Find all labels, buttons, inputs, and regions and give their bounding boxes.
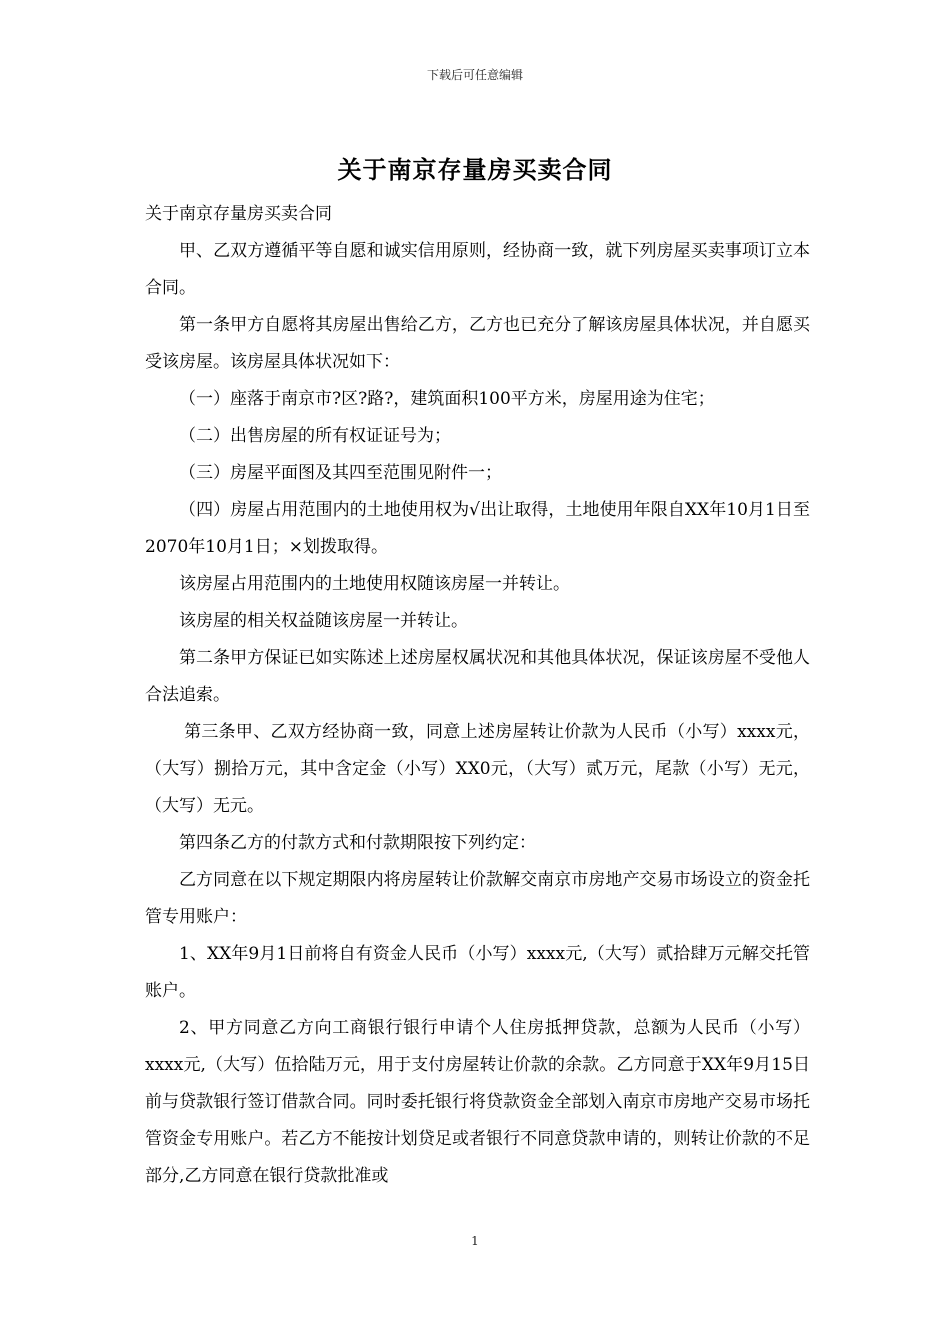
paragraph-land-transfer: 该房屋占用范围内的土地使用权随该房屋一并转让。 — [179, 574, 570, 594]
paragraph-article-4: 第四条乙方的付款方式和付款期限按下列约定： — [179, 833, 536, 853]
paragraph-article-1: 第一条甲方自愿将其房屋出售给乙方，乙方也已充分了解该房屋具体状况，并自愿买受该房屋。该房屋具体状况如下： — [145, 315, 810, 372]
document-body — [145, 196, 810, 1195]
paragraph-payment-2: 2、甲方同意乙方向工商银行银行申请个人住房抵押贷款，总额为人民币（小写）xxxx元,（大写）伍拾陆万元，用于支付房屋转让价款的余款。乙方同意于XX年9月15日前与贷款银行签订借款合同。同时委托银行将贷款资金全部划入南京市房地产交易市场托管资金专用账户。若乙方不能按计划贷足或者银行不同意贷款申请的，则转让价款的不足部分,乙方同意在银行贷款批准或 — [145, 1018, 810, 1186]
page-header-note: 下载后可任意编辑 — [426, 68, 523, 82]
paragraph-item-3: （三）房屋平面图及其四至范围见附件一； — [179, 463, 502, 483]
document-title: 关于南京存量房买卖合同 — [337, 155, 613, 184]
paragraph-item-4: （四）房屋占用范围内的土地使用权为√出让取得，土地使用年限自XX年10月1日至2070年10月1日；×划拨取得。 — [145, 500, 810, 557]
paragraph-article-2: 第二条甲方保证已如实陈述上述房屋权属状况和其他具体状况，保证该房屋不受他人合法追索。 — [145, 648, 810, 705]
paragraph-subtitle: 关于南京存量房买卖合同 — [145, 204, 332, 224]
paragraph-item-1: （一）座落于南京市?区?路?，建筑面积100平方米，房屋用途为住宅； — [179, 389, 715, 409]
paragraph-payment-1: 1、XX年9月1日前将自有资金人民币（小写）xxxx元,（大写）贰拾肆万元解交托管账户。 — [145, 944, 810, 1001]
paragraph-escrow: 乙方同意在以下规定期限内将房屋转让价款解交南京市房地产交易市场设立的资金托管专用账户： — [145, 870, 810, 927]
paragraph-preamble: 甲、乙双方遵循平等自愿和诚实信用原则，经协商一致，就下列房屋买卖事项订立本合同。 — [145, 241, 810, 298]
page-number: 1 — [471, 1234, 479, 1248]
paragraph-article-3: 第三条甲、乙双方经协商一致，同意上述房屋转让价款为人民币（小写）xxxx元，（大写）捌拾万元，其中含定金（小写）XX0元，（大写）贰万元，尾款（小写）无元，（大写）无元。 — [145, 722, 810, 816]
paragraph-item-2: （二）出售房屋的所有权证证号为； — [179, 426, 451, 446]
paragraph-rights-transfer: 该房屋的相关权益随该房屋一并转让。 — [179, 611, 468, 631]
